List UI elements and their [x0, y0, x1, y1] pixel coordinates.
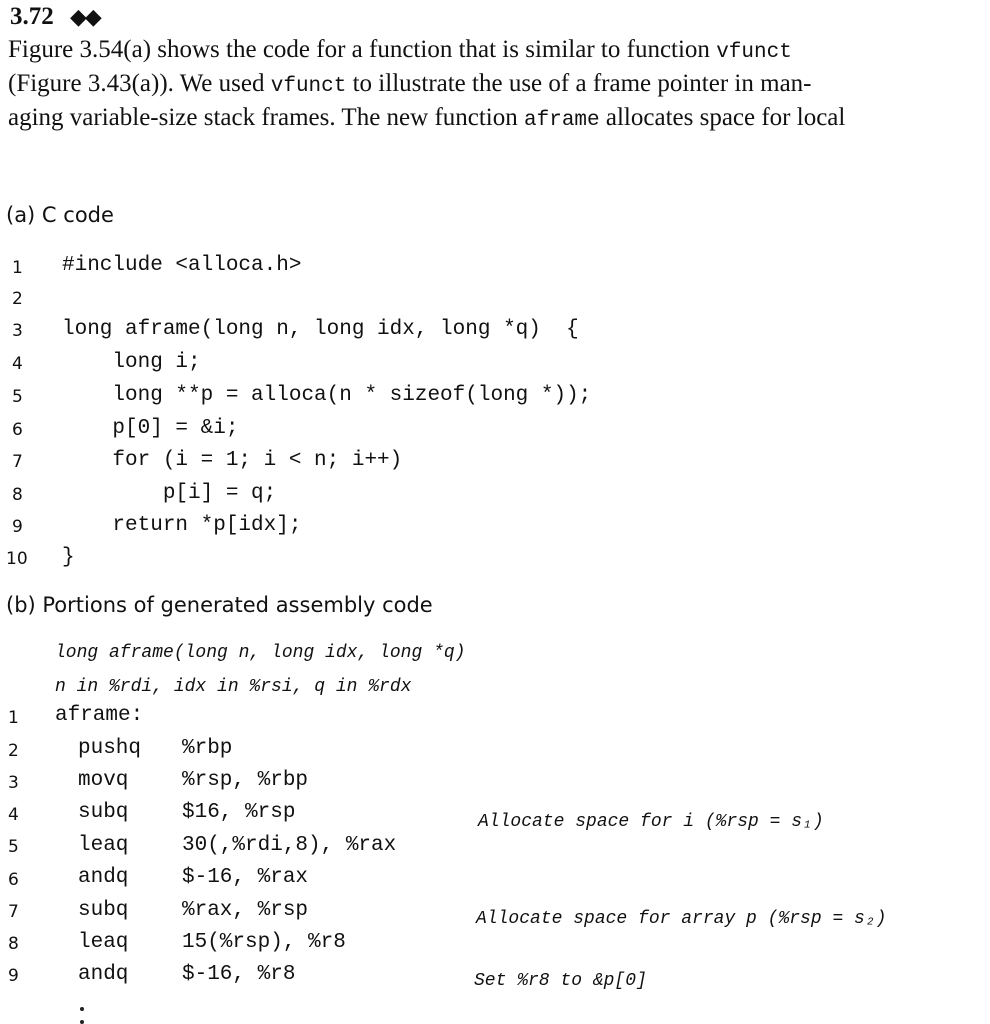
code-line: long aframe(long n, long idx, long *q) {	[62, 318, 579, 341]
line-number: 6	[8, 870, 19, 890]
line-number: 8	[12, 485, 23, 505]
asm-mnemonic: subq	[78, 801, 129, 824]
line-number: 3	[12, 321, 23, 341]
code-line: }	[62, 546, 75, 569]
asm-operands: $-16, %rax	[182, 866, 309, 889]
asm-operands: %rax, %rsp	[182, 899, 309, 922]
code-line: long i;	[62, 351, 201, 374]
ellipsis-dot	[80, 1007, 84, 1011]
problem-number: 3.72	[10, 3, 54, 30]
asm-mnemonic: leaq	[78, 834, 129, 857]
asm-operands: $-16, %r8	[182, 963, 296, 986]
asm-operands: %rsp, %rbp	[182, 769, 309, 792]
asm-comment: Allocate space for array p (%rsp = s₂)	[476, 909, 887, 929]
code-line: long **p = alloca(n * sizeof(long *));	[62, 384, 592, 407]
asm-label: aframe:	[55, 704, 144, 727]
asm-operands: %rbp	[182, 737, 233, 760]
asm-operands: $16, %rsp	[182, 801, 296, 824]
asm-prototype-comment: long aframe(long n, long idx, long *q)	[55, 643, 466, 663]
asm-register-comment: n in %rdi, idx in %rsi, q in %rdx	[55, 677, 412, 697]
line-number: 4	[12, 354, 23, 374]
line-number: 1	[8, 708, 19, 728]
line-number: 5	[8, 837, 19, 857]
line-number: 4	[8, 805, 19, 825]
line-number: 9	[12, 517, 23, 537]
asm-operands: 30(,%rdi,8), %rax	[182, 834, 397, 857]
line-number: 10	[6, 549, 28, 569]
c-code-caption: (a) C code	[6, 203, 114, 227]
line-number: 1	[12, 258, 23, 278]
asm-comment: Set %r8 to &p[0]	[474, 971, 647, 991]
ellipsis-dot	[80, 1020, 84, 1024]
asm-comment: Allocate space for i (%rsp = s₁)	[478, 812, 824, 832]
asm-mnemonic: pushq	[78, 737, 142, 760]
asm-code-caption: (b) Portions of generated assembly code	[6, 593, 433, 617]
line-number: 7	[8, 902, 19, 922]
line-number: 2	[12, 289, 23, 309]
asm-mnemonic: movq	[78, 769, 129, 792]
code-line: #include <alloca.h>	[62, 254, 302, 277]
difficulty-indicator: ◆◆	[70, 4, 100, 29]
line-number: 5	[12, 387, 23, 407]
code-line: for (i = 1; i < n; i++)	[62, 449, 403, 472]
code-line: p[0] = &i;	[62, 417, 239, 440]
paragraph-line-1: Figure 3.54(a) shows the code for a function that is similar to function vfunct	[8, 36, 792, 64]
asm-mnemonic: subq	[78, 899, 129, 922]
code-line: return *p[idx];	[62, 514, 302, 537]
line-number: 7	[12, 452, 23, 472]
asm-mnemonic: leaq	[78, 931, 129, 954]
paragraph-line-2: (Figure 3.43(a)). We used vfunct to illustrate the use of a frame pointer in man-	[8, 70, 812, 98]
line-number: 3	[8, 773, 19, 793]
asm-mnemonic: andq	[78, 866, 129, 889]
line-number: 6	[12, 420, 23, 440]
line-number: 2	[8, 741, 19, 761]
asm-mnemonic: andq	[78, 963, 129, 986]
line-number: 8	[8, 934, 19, 954]
asm-operands: 15(%rsp), %r8	[182, 931, 346, 954]
paragraph-line-3: aging variable-size stack frames. The new function aframe allocates space for local	[8, 104, 846, 132]
code-line: p[i] = q;	[62, 482, 277, 505]
line-number: 9	[8, 966, 19, 986]
